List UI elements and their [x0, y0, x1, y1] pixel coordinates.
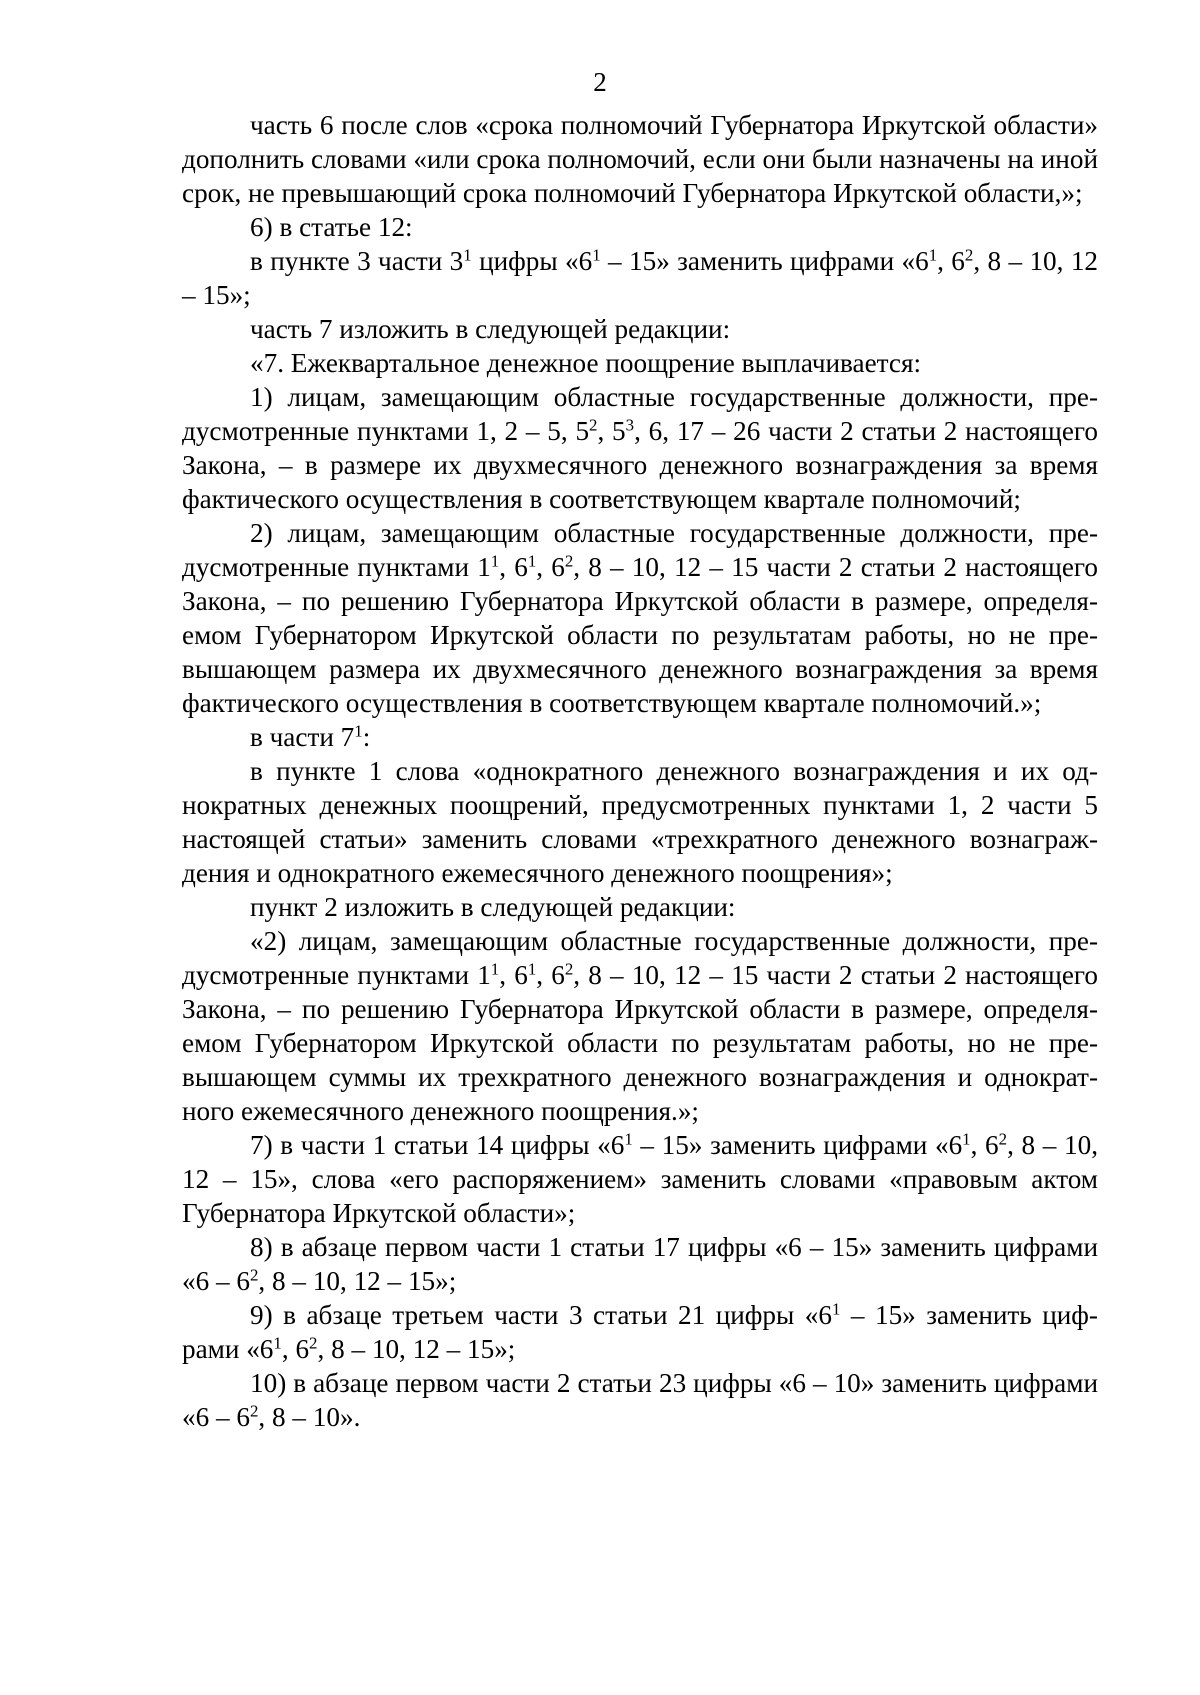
paragraph: «7. Ежеквартальное денежное поощрение выплачивается:: [250, 348, 922, 378]
page-number: 2: [593, 67, 607, 97]
paragraph: 2) лицам, замещающим областные государственные должности, предусмотренные пунктами $1^1$, $6^1$, $6^2$, 8 – 10, 12 – 15 части 2 статьи 2 настоящего Закона, – по решению Губернатора Иркутской области в размере, определяемом Губернатором Иркутской области по результатам работы, но не превышающем размера их двухмесячного денежного вознаграждения за время фактического осуществления в соответствующем квартале полномочий.»;: [182, 518, 1098, 718]
paragraph: 8) в абзаце первом части 1 статьи 17 цифры «6 – 15» заменить цифрами «$6 - 6^2$, 8 – 10, 12 – 15»;: [182, 1232, 1098, 1296]
paragraph: 6) в статье 12:: [250, 212, 413, 242]
paragraph: 1) лицам, замещающим областные государственные должности, предусмотренные пунктами 1, 2 – 5, $5^2$, $5^3$, 6, 17 – 26 части 2 статьи 2 настоящего Закона, – в размере их двухмесячного денежного вознаграждения за время фактического осуществления в соответствующем квартале полномочий;: [182, 382, 1098, 514]
paragraph: 7) в части 1 статьи 14 цифры «$6^1 - 15$» заменить цифрами «$6^1$, $6^2$, 8 – 10, 12 – 15», слова «его распоряжением» заменить словами «правовым актом Губернатора Иркутской области»;: [182, 1129, 1099, 1228]
document-body: [182, 108, 1098, 1434]
paragraph: часть 6 после слов «срока полномочий Губернатора Иркутской области» дополнить словами «или срока полномочий, если они были назначены на иной срок, не превышающий срока полномочий Губернатора Иркутской области,»;: [182, 110, 1098, 208]
paragraph: в части $7^1$:: [250, 721, 371, 752]
paragraph: «2) лицам, замещающим областные государственные должности, предусмотренные пунктами $1^1$, $6^1$, $6^2$, 8 – 10, 12 – 15 части 2 статьи 2 настоящего Закона, – по решению Губернатора Иркутской области в размере, определяемом Губернатором Иркутской области по результатам работы, но не превышающем суммы их трехкратного денежного вознаграждения и однократного ежемесячного денежного поощрения.»;: [182, 926, 1098, 1126]
paragraph: 10) в абзаце первом части 2 статьи 23 цифры «6 – 10» заменить цифрами «$6 - 6^2$, 8 – 10».: [182, 1368, 1098, 1432]
paragraph: в пункте 3 части $3^1$ цифры «$6^1 - 15$» заменить цифрами «$6^1$, $6^2$, 8 – 10, 12 – 15»;: [182, 245, 1099, 310]
paragraph: в пункте 1 слова «однократного денежного вознаграждения и их однократных денежных поощрений, предусмотренных пунктами 1, 2 части 5 настоящей статьи» заменить словами «трехкратного денежного вознаграждения и однократного ежемесячного денежного поощрения»;: [182, 756, 1098, 888]
paragraph: пункт 2 изложить в следующей редакции:: [250, 892, 736, 922]
paragraph: 9) в абзаце третьем части 3 статьи 21 цифры «$6^1 - 15$» заменить цифрами «$6^1$, $6^2$, 8 – 10, 12 – 15»;: [182, 1299, 1098, 1364]
paragraph: часть 7 изложить в следующей редакции:: [250, 314, 731, 344]
